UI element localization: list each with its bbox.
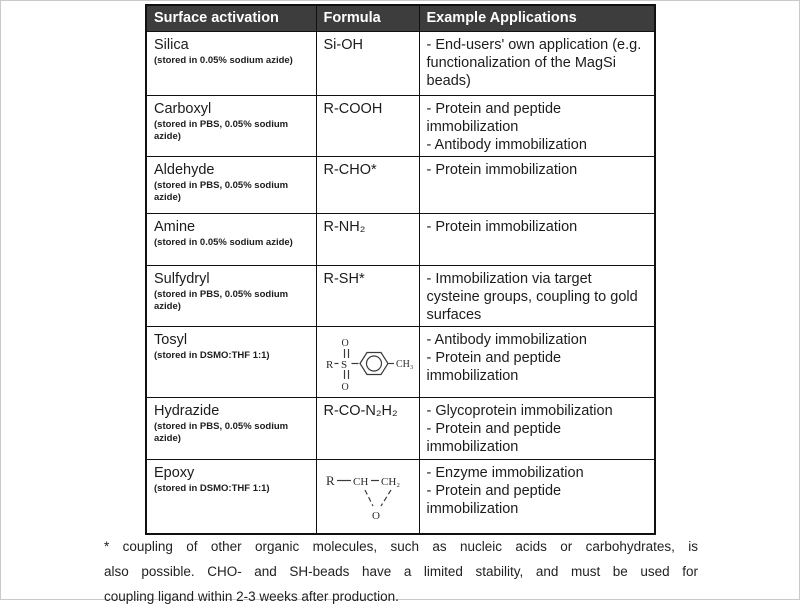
cell-applications-amine [419,213,655,265]
cell-applications-sulfydryl [419,265,655,326]
header-example-applications: Example Applications [419,5,655,31]
tosyl-o-bottom-label: O [341,381,349,393]
activation-name: Silica [154,36,189,53]
cell-name-tosyl [146,326,316,397]
application-item: - Enzyme immobilization [426,464,584,481]
table-header-row [146,5,655,31]
cell-name-epoxy [146,459,316,534]
epoxy-r-label: R [325,472,335,488]
cell-applications-silica [419,31,655,95]
table-row-amine [146,213,655,265]
table-row-silica [146,31,655,95]
epoxy-ch2-label: CH₂ [380,475,400,488]
cell-applications-epoxy [419,459,655,534]
table-row-hydrazide [146,397,655,459]
cell-name-sulfydryl [146,265,316,326]
cell-applications-tosyl [419,326,655,397]
tosyl-r-label: R [325,358,333,371]
activation-name: Epoxy [154,464,195,481]
application-item: - Protein immobilization [426,161,578,178]
storage-note: (stored in PBS, 0.05% sodium azide) [154,420,289,444]
table-row-sulfydryl [146,265,655,326]
cell-name-amine [146,213,316,265]
application-item: - Antibody immobilization [426,331,587,348]
cell-formula-silica [316,31,419,95]
storage-note: (stored in PBS, 0.05% sodium azide) [154,179,289,203]
footnote [104,534,698,609]
formula-text: R-CO-N₂H₂ [323,402,398,419]
footnote-line: * coupling of other organic molecules, such as nucleic acids or carbohydrates, is [104,539,698,554]
cell-name-carboxyl [146,95,316,156]
cell-name-silica [146,31,316,95]
benzene-ring-circle [366,356,381,371]
header-surface-activation: Surface activation [146,5,316,31]
cell-formula-epoxy [316,459,419,534]
header-formula: Formula [316,5,419,31]
storage-note: (stored in DSMO:THF 1:1) [154,349,270,361]
storage-note: (stored in PBS, 0.05% sodium azide) [154,118,289,142]
footnote-line: coupling ligand within 2-3 weeks after production. [104,589,399,604]
application-item: - Antibody immobilization [426,136,587,153]
activation-name: Tosyl [154,331,188,348]
cell-applications-aldehyde [419,156,655,213]
formula-text: Si-OH [323,36,363,53]
table-row-epoxy [146,459,655,534]
cell-formula-sulfydryl [316,265,419,326]
application-item: - Protein and peptide immobilization [426,482,562,517]
cell-formula-carboxyl [316,95,419,156]
activation-name: Amine [154,218,196,235]
table-row-carboxyl [146,95,655,156]
formula-text: R-COOH [323,100,383,117]
application-item: - Protein and peptide immobilization [426,100,562,135]
application-item: - End-users' own application (e.g. functionalization of the MagSi beads) [426,36,642,89]
epoxy-structure-drawing [324,466,420,524]
cell-applications-carboxyl [419,95,655,156]
tosyl-ch3-label: CH₃ [395,358,413,370]
epoxy-o-label: O [371,509,380,522]
tosyl-o-top-label: O [341,337,349,349]
storage-note: (stored in PBS, 0.05% sodium azide) [154,288,289,312]
table-row-aldehyde [146,156,655,213]
cell-applications-hydrazide [419,397,655,459]
table-row-tosyl [146,326,655,397]
formula-text: R-NH₂ [323,218,366,235]
activation-name: Sulfydryl [154,270,210,287]
tosyl-s-label: S [340,358,347,371]
application-item: - Glycoprotein immobilization [426,402,613,419]
storage-note: (stored in 0.05% sodium azide) [154,236,293,248]
tosyl-structure-drawing [324,333,416,395]
footnote-line: also possible. CHO- and SH-beads have a limited stability, and must be used for [104,564,698,579]
application-item: - Protein and peptide immobilization [426,420,562,455]
application-item: - Immobilization via target cysteine groups, coupling to gold surfaces [426,270,638,323]
cell-name-aldehyde [146,156,316,213]
activation-name: Hydrazide [154,402,220,419]
cell-formula-hydrazide [316,397,419,459]
storage-note: (stored in 0.05% sodium azide) [154,54,293,66]
epoxy-ch-label: CH [352,475,368,488]
activation-name: Aldehyde [154,161,215,178]
cell-name-hydrazide [146,397,316,459]
cell-formula-tosyl [316,326,419,397]
formula-text: R-SH* [323,270,365,287]
application-item: - Protein immobilization [426,218,578,235]
storage-note: (stored in DSMO:THF 1:1) [154,482,270,494]
activation-name: Carboxyl [154,100,212,117]
application-item: - Protein and peptide immobilization [426,349,562,384]
formula-text: R-CHO* [323,161,377,178]
cell-formula-aldehyde [316,156,419,213]
cell-formula-amine [316,213,419,265]
surface-activation-table [145,4,656,535]
